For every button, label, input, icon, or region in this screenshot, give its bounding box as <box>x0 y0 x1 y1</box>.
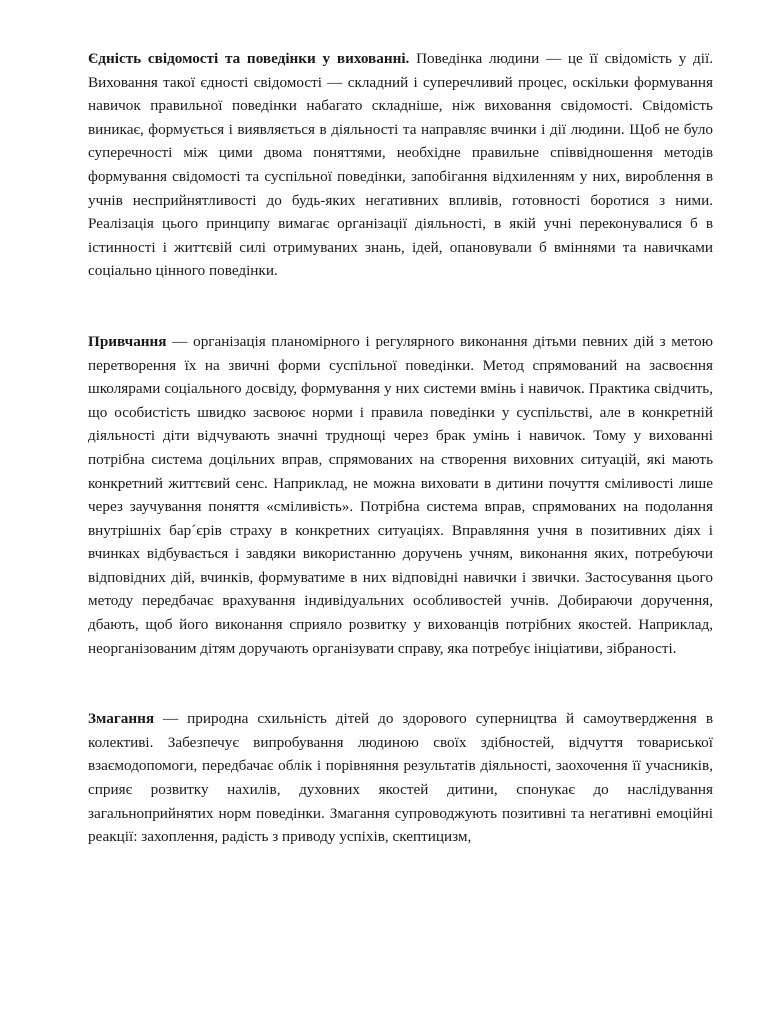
paragraph-competition <box>88 707 713 849</box>
paragraph-text: — природна схильність дітей до здорового суперництва й самоутвердження в колективі. Забезпечує випробування людиною своїх здібностей, відчуття товариської взаємодопомоги, передбачає облік і порівняння результатів діяльності, заохочення її учасників, сприяє розвитку нахилів, духовних якостей дитини, спонукає до наслідування загальноприйнятих норм поведінки. Змагання супроводжують позитивні та негативні емоційні реакції: захоплення, радість з приводу успіхів, скептицизм, <box>88 710 713 846</box>
term-heading: Привчання <box>88 332 167 350</box>
document-page <box>88 47 713 849</box>
paragraph-text: Поведінка людини — це її свідомість у дії. Виховання такої єдності свідомості — складний і суперечливий процес, оскільки формування навичок правильної поведінки набагато складніше, ніж виховання свідомості. Свідомість виникає, формується і виявляється в діяльності та направляє вчинки і дії людини. Щоб не було суперечності між цими двома поняттями, необхідне правильне співвідношення методів формування свідомості та суспільної поведінки, запобігання відхиленням у них, вироблення в учнів несприйнятливості до будь-яких негативних впливів, готовності боротися з ними. Реалізація цього принципу вимагає організації діяльності, в якій учні переконувалися б в істинності і життєвій силі отримуваних знань, ідей, опановували б вміннями та навичками соціально цінного поведінки. <box>88 50 713 280</box>
paragraph-habituation <box>88 330 713 660</box>
term-heading: Єдність свідомості та поведінки у вихованні. <box>88 50 410 67</box>
term-heading: Змагання <box>88 710 155 728</box>
paragraph-unity <box>88 47 713 283</box>
paragraph-text: — організація планомірного і регулярного виконання дітьми певних дій з метою перетворення їх на звичні форми суспільної поведінки. Метод спрямований на засвоєння школярами соціального досвіду, формування у них системи вмінь і навичок. Практика свідчить, що особистість швидко засвоює норми і правила поведінки у суспільстві, але в конкретній діяльності діти відчувають значні труднощі через брак умінь і навичок. Тому у вихованні потрібна система доцільних вправ, спрямованих на створення виховних ситуацій, які мають конкретний життєвий сенс. Наприклад, не можна виховати в дитини почуття сміливості лише через заучування поняття «сміливість». Потрібна система вправ, спрямованих на подолання внутрішніх бар´єрів страху в конкретних ситуаціях. Вправляння учня в позитивних діях і вчинках відбувається і завдяки використанню доручень учням, виконання яких, потребуючи відповідних дій, вчинків, формуватиме в них відповідні навички і звички. Застосування цього методу передбачає врахування індивідуальних особливостей учнів. Добираючи доручення, дбають, щоб його виконання сприяло розвитку у вихованців потрібних якостей. Наприклад, неорганізованим дітям доручають організувати справу, яка потребує ініціативи, зібраності. <box>88 332 713 657</box>
